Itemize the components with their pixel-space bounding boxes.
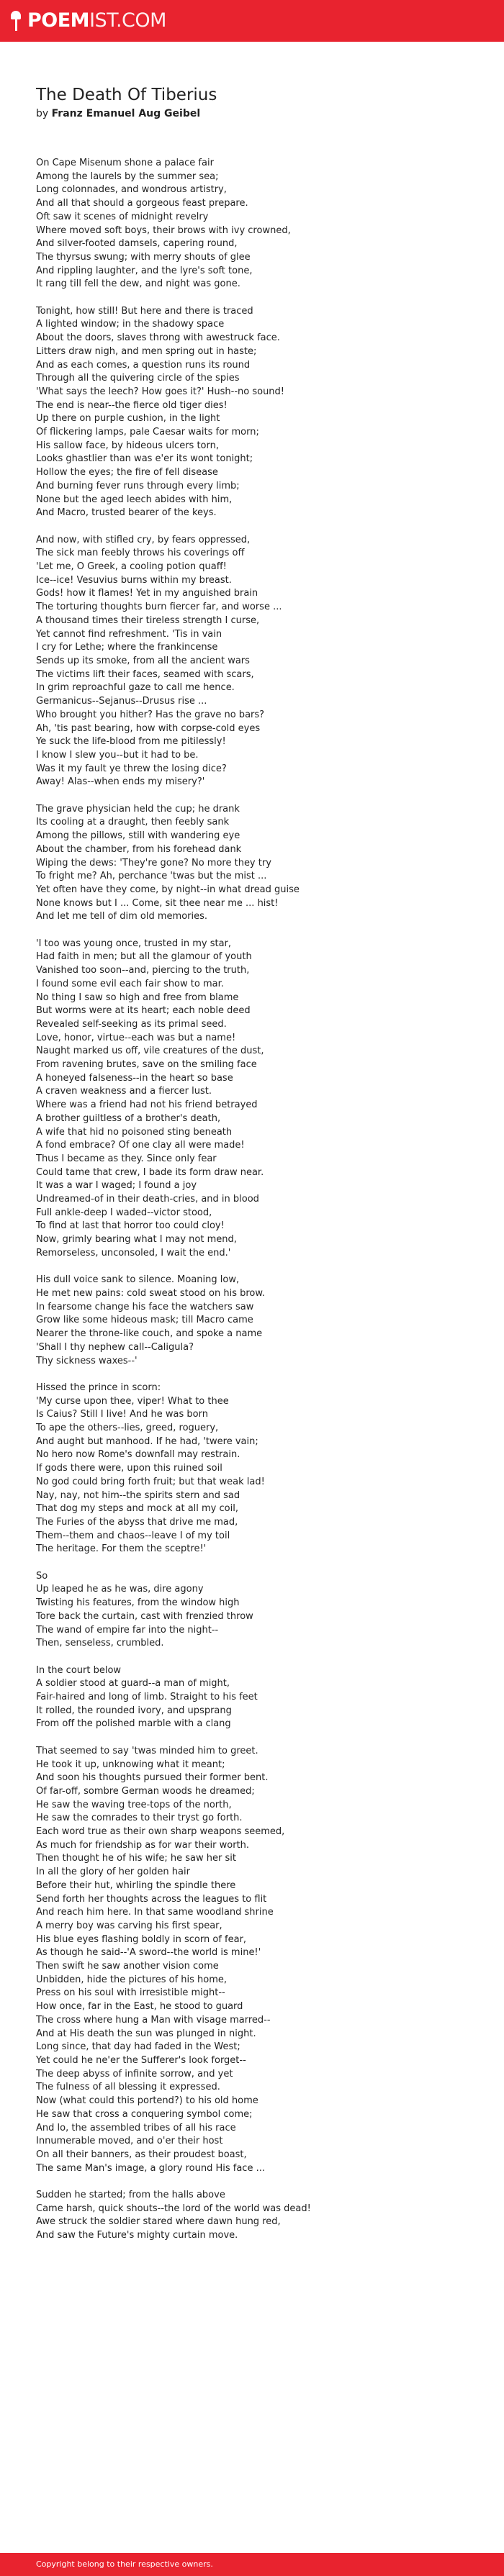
poem-line: Then, senseless, crumbled. — [36, 1638, 164, 1649]
logo-light-text: IST.COM — [89, 9, 166, 32]
poem-line: His sallow face, by hideous ulcers torn, — [36, 440, 219, 451]
poem-line: Among the pillows, still with wandering eye — [36, 830, 240, 842]
poem-line: A soldier stood at guard--a man of might, — [36, 1678, 230, 1690]
poem-line: 'I too was young once, trusted in my star, — [36, 938, 232, 949]
poem-line: As much for friendship as for war their worth. — [36, 1839, 250, 1851]
site-header — [0, 0, 504, 42]
poem-line: From ravening brutes, save on the smiling face — [36, 1059, 257, 1071]
poem-line: A merry boy was carving his first spear, — [36, 1920, 222, 1931]
poem-line: Remorseless, unconsoled, I wait the end.' — [36, 1247, 231, 1258]
poem-line: A lighted window; in the shadowy space — [36, 319, 225, 330]
poem-line: Hissed the prince in scorn: — [36, 1382, 161, 1393]
poem-line: And at His death the sun was plunged in night. — [36, 2028, 256, 2039]
poem-line: Who brought you hither? Has the grave no bars? — [36, 709, 265, 720]
poem-line: The sick man feebly throws his coverings off — [36, 548, 245, 559]
poem-line: Now, grimly bearing what I may not mend, — [36, 1234, 237, 1246]
poem-line: The grave physician held the cup; he drank — [36, 803, 240, 815]
poem-line: He took it up, unknowing what it meant; — [36, 1759, 225, 1770]
site-logo-text — [27, 10, 166, 32]
poem-line: It rolled, the rounded ivory, and upsprang — [36, 1705, 232, 1716]
poem-line: Full ankle-deep I waded--victor stood, — [36, 1207, 212, 1218]
poem-line: But worms were at its heart; each noble deed — [36, 1005, 251, 1017]
poem-line: Hollow the eyes; the fire of fell disease — [36, 467, 218, 479]
poem-line: Unbidden, hide the pictures of his home, — [36, 1974, 228, 1985]
poem-line: His blue eyes flashing boldly in scorn of fear, — [36, 1933, 247, 1945]
poem-line: And soon his thoughts pursued their former bent. — [36, 1772, 269, 1784]
poem-line: Then thought he of his wife; he saw her sit — [36, 1853, 236, 1864]
poem-line: None knows but I ... Come, sit thee near me ... hist! — [36, 897, 279, 909]
poem-line: He saw the comrades to their tryst go forth. — [36, 1813, 243, 1824]
poem-line: About the chamber, from his forehead dank — [36, 843, 242, 855]
poem-line: Each word true as their own sharp weapons seemed, — [36, 1826, 285, 1838]
poem-line: Among the laurels by the summer sea; — [36, 171, 219, 182]
poem-line: So — [36, 1570, 48, 1582]
poem-line: And as each comes, a question runs its round — [36, 359, 251, 371]
poem-title: The Death Of Tiberius — [36, 86, 217, 104]
poem-line: Looks ghastlier than was e'er its wont tonight; — [36, 453, 253, 465]
poem-body — [36, 157, 468, 2243]
site-footer — [0, 2553, 504, 2576]
poem-line: Ice--ice! Vesuvius burns within my breast. — [36, 574, 232, 586]
poem-line: Now (what could this portend?) to his old home — [36, 2095, 258, 2107]
poem-stanza — [36, 157, 468, 291]
poem-line: Twisting his features, from the window high — [36, 1597, 240, 1609]
poem-line: 'My curse upon thee, viper! What to thee — [36, 1395, 229, 1407]
poem-line: None but the aged leech abides with him, — [36, 494, 233, 505]
poem-line: No thing I saw so high and free from blame — [36, 992, 239, 1003]
poem-line: Wiping the dews: 'They're gone? No more they try — [36, 857, 271, 869]
poem-line: Yet often have they come, by night--in what dread guise — [36, 884, 300, 895]
byline-label: by — [36, 108, 49, 119]
poem-stanza — [36, 2189, 468, 2243]
poem-line: And saw the Future's mighty curtain move. — [36, 2230, 238, 2241]
poem-line: And aught but manhood. If he had, 'twere vain; — [36, 1436, 258, 1447]
poem-line: Up leaped he as he was, dire agony — [36, 1584, 204, 1595]
poem-line: Ye suck the life-blood from me pitilessly! — [36, 736, 226, 748]
poem-stanza — [36, 1664, 468, 1732]
poem-line: That dog my steps and mock at all my coil, — [36, 1503, 238, 1515]
poem-line: The torturing thoughts burn fiercer far, and worse ... — [36, 602, 282, 613]
poem-line: Sends up its smoke, from all the ancient wars — [36, 655, 250, 666]
poem-stanza — [36, 305, 468, 520]
poem-line: Through all the quivering circle of the spies — [36, 373, 240, 384]
poem-line: In the court below — [36, 1664, 122, 1676]
poem-line: 'Let me, O Greek, a cooling potion quaff! — [36, 561, 227, 573]
poem-line: As though he said--'A sword--the world is mine!' — [36, 1947, 261, 1959]
poem-line: Before their hut, whirling the spindle there — [36, 1879, 236, 1891]
poem-line: Naught marked us off, vile creatures of the dust, — [36, 1046, 264, 1057]
poem-line: I cry for Lethe; where the frankincense — [36, 642, 218, 653]
poem-line: Nearer the throne-like couch, and spoke a name — [36, 1328, 263, 1340]
poem-author[interactable]: Franz Emanuel Aug Geibel — [51, 108, 201, 119]
poem-line: How once, far in the East, he stood to guard — [36, 2001, 243, 2013]
poem-line: The same Man's image, a glory round His face ... — [36, 2162, 265, 2174]
poem-line: The heritage. For them the sceptre!' — [36, 1543, 207, 1555]
poem-line: Vanished too soon--and, piercing to the truth, — [36, 965, 250, 976]
poem-line: From off the polished marble with a clang — [36, 1718, 231, 1730]
poem-line: The wand of empire far into the night-- — [36, 1624, 219, 1636]
poem-content — [36, 85, 468, 2257]
poem-line: To ape the others--lies, greed, roguery, — [36, 1423, 219, 1433]
poem-line: A craven weakness and a fiercer lust. — [36, 1086, 212, 1097]
poem-line: It was a war I waged; I found a joy — [36, 1180, 197, 1192]
poem-line: Litters draw nigh, and men spring out in haste; — [36, 345, 257, 357]
poem-line: Up there on purple cushion, in the light — [36, 413, 220, 425]
poem-line: Oft saw it scenes of midnight revelry — [36, 211, 209, 222]
poem-line: Then swift he saw another vision come — [36, 1961, 219, 1972]
poem-line: No hero now Rome's downfall may restrain. — [36, 1449, 240, 1461]
poem-line: In fearsome change his face the watchers saw — [36, 1301, 254, 1312]
poem-line: The deep abyss of infinite sorrow, and yet — [36, 2068, 233, 2080]
poem-line: And lo, the assembled tribes of all his race — [36, 2122, 236, 2133]
poem-line: Of far-off, sombre German woods he dreamed; — [36, 1785, 255, 1797]
poem-stanza — [36, 803, 468, 924]
poem-line: A wife that hid no poisoned sting beneath — [36, 1126, 233, 1138]
poem-line: I know I slew you--but it had to be. — [36, 749, 199, 761]
poem-line: And let me tell of dim old memories. — [36, 911, 208, 922]
poem-line: Of flickering lamps, pale Caesar waits for morn; — [36, 427, 259, 438]
poem-line: Was it my fault ye threw the losing dice? — [36, 763, 227, 774]
poem-line: Where was a friend had not his friend betrayed — [36, 1099, 258, 1111]
poem-line: On all their banners, as their proudest boast, — [36, 2149, 247, 2160]
poem-line: A thousand times their tireless strength I curse, — [36, 614, 260, 626]
poem-line: The cross where hung a Man with visage marred-- — [36, 2014, 271, 2026]
poem-line: Came harsh, quick shouts--the lord of the world was dead! — [36, 2203, 311, 2214]
poem-line: Sudden he started; from the halls above — [36, 2190, 225, 2201]
poem-line: To fright me? Ah, perchance 'twas but the mist ... — [36, 871, 267, 882]
poem-line: No god could bring forth fruit; but that weak lad! — [36, 1476, 265, 1487]
poem-line: And burning fever runs through every limb; — [36, 480, 240, 491]
poem-line: A brother guiltless of a brother's death, — [36, 1112, 221, 1124]
site-logo[interactable] — [10, 10, 166, 32]
poem-line: A honeyed falseness--in the heart so base — [36, 1072, 233, 1084]
poem-line: Ah, 'tis past bearing, how with corpse-cold eyes — [36, 722, 261, 734]
poem-line: On Cape Misenum shone a palace fair — [36, 158, 214, 168]
poem-line: If gods there were, upon this ruined soil — [36, 1463, 222, 1474]
poem-line: Tore back the curtain, cast with frenzied throw — [36, 1610, 253, 1622]
poem-line: Nay, nay, not him--the spirits stern and sad — [36, 1489, 240, 1501]
poem-line: Yet cannot find refreshment. 'Tis in vain — [36, 628, 222, 640]
poem-stanza — [36, 1274, 468, 1368]
poem-line: His dull voice sank to silence. Moaning low, — [36, 1274, 240, 1286]
poem-line: The end is near--the fierce old tiger dies! — [36, 399, 228, 411]
poem-line: Grow like some hideous mask; till Macro came — [36, 1315, 253, 1326]
poem-line: And Macro, trusted bearer of the keys. — [36, 507, 217, 519]
poem-line: Undreamed-of in their death-cries, and in blood — [36, 1194, 259, 1205]
poem-stanza — [36, 1570, 468, 1651]
poem-line: And all that should a gorgeous feast prepare. — [36, 198, 248, 209]
poem-line: That seemed to say 'twas minded him to greet. — [36, 1745, 258, 1756]
poem-line: He saw that cross a conquering symbol come; — [36, 2108, 253, 2120]
poem-line: The thyrsus swung; with merry shouts of glee — [36, 251, 251, 263]
poem-line: And now, with stifled cry, by fears oppressed, — [36, 534, 251, 545]
poem-line: Thus I became as they. Since only fear — [36, 1153, 217, 1164]
poem-line: I found some evil each fair show to mar. — [36, 978, 224, 989]
poem-stanza — [36, 534, 468, 789]
logo-bold-text: POEM — [27, 9, 90, 32]
poem-line: To find at last that horror too could cloy! — [36, 1220, 225, 1232]
poem-line: Tonight, how still! But here and there is traced — [36, 305, 253, 317]
poem-line: 'Shall I thy nephew call--Caligula? — [36, 1341, 194, 1353]
poem-line: And reach him here. In that same woodland shrine — [36, 1907, 274, 1918]
poem-line: Gods! how it flames! Yet in my anguished brain — [36, 588, 258, 599]
poem-line: Yet could he ne'er the Sufferer's look forget-- — [36, 2055, 246, 2066]
poem-line: Awe struck the soldier stared where dawn hung red, — [36, 2216, 281, 2228]
poem-line: The victims lift their faces, seamed with scars, — [36, 668, 254, 680]
poem-line: Send forth her thoughts across the leagues to flit — [36, 1893, 267, 1905]
poem-line: He met new pains: cold sweat stood on his brow. — [36, 1287, 265, 1299]
poem-line: Its cooling at a draught, then feebly sank — [36, 817, 230, 828]
poem-line: In grim reproachful gaze to call me hence. — [36, 682, 235, 694]
poem-stanza — [36, 1745, 468, 2176]
poem-line: 'What says the leech? How goes it?' Hush--no sound! — [36, 386, 285, 397]
poem-line: A fond embrace? Of one clay all were made! — [36, 1140, 245, 1151]
poem-line: Had faith in men; but all the glamour of youth — [36, 951, 252, 963]
poem-line: About the doors, slaves throng with awestruck face. — [36, 332, 280, 344]
poem-line: Long colonnades, and wondrous artistry, — [36, 184, 227, 196]
poem-pin-icon — [10, 11, 22, 31]
poem-stanza — [36, 938, 468, 1261]
poem-line: In all the glory of her golden hair — [36, 1867, 190, 1878]
poem-line: He saw the waving tree-tops of the north, — [36, 1799, 232, 1810]
poem-line: Away! Alas--when ends my misery?' — [36, 776, 205, 788]
poem-stanza — [36, 1382, 468, 1556]
poem-line: Where moved soft boys, their brows with ivy crowned, — [36, 225, 291, 236]
poem-line: It rang till fell the dew, and night was gone. — [36, 278, 240, 290]
poem-line: The fulness of all blessing it expressed. — [36, 2082, 220, 2093]
poem-line: And rippling laughter, and the lyre's soft tone, — [36, 265, 253, 276]
poem-line: Thy sickness waxes--' — [36, 1355, 138, 1366]
poem-line: Press on his soul with irresistible might-- — [36, 1987, 225, 1999]
poem-byline — [36, 106, 468, 121]
copyright-text: Copyright belong to their respective owners. — [36, 2559, 213, 2569]
poem-line: Could tame that crew, I bade its form draw near. — [36, 1166, 264, 1178]
poem-line: Fair-haired and long of limb. Straight to his feet — [36, 1692, 258, 1703]
poem-line: Germanicus--Sejanus--Drusus rise ... — [36, 696, 207, 707]
poem-line: Love, honor, virtue--each was but a name! — [36, 1032, 236, 1043]
poem-line: Is Caius? Still I live! And he was born — [36, 1409, 208, 1420]
poem-line: The Furies of the abyss that drive me mad, — [36, 1516, 238, 1528]
poem-line: Revealed self-seeking as its primal seed. — [36, 1018, 227, 1030]
poem-line: Them--them and chaos--leave I of my toil — [36, 1530, 230, 1541]
poem-line: Innumerable moved, and o'er their host — [36, 2136, 223, 2147]
poem-line: Long since, that day had faded in the West; — [36, 2041, 240, 2053]
poem-line: And silver-footed damsels, capering round, — [36, 238, 238, 250]
